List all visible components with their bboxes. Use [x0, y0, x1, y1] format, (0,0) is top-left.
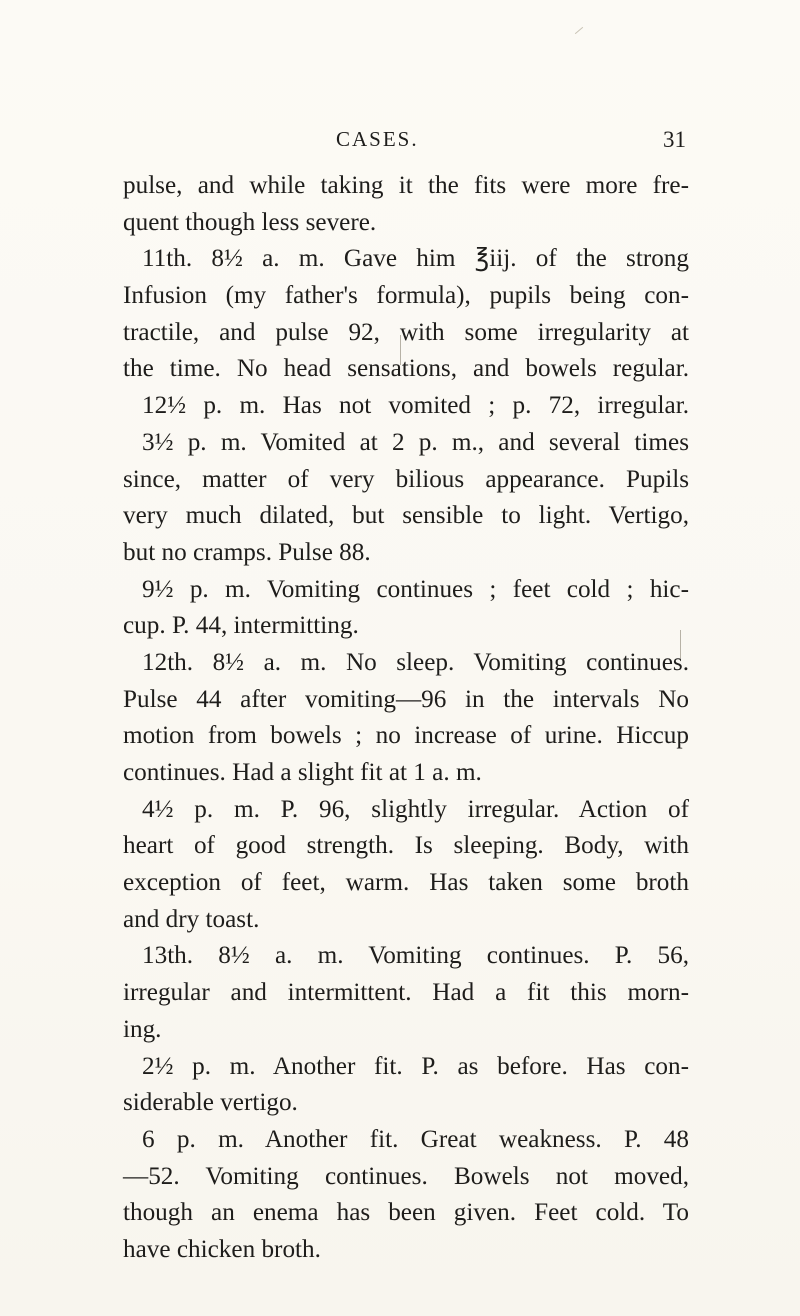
text-line: and dry toast.: [123, 905, 260, 933]
text-line: the time. No head sensations, and bowels regular.: [123, 355, 689, 383]
text-line: 4½ p. m. P. 96, slightly irregular. Action of: [142, 795, 689, 823]
text-line: pulse, and while taking it the fits were more fre-: [123, 172, 689, 199]
text-line: since, matter of very bilious appearance. Pupils: [123, 465, 689, 493]
text-line: though an enema has been given. Feet cold. To: [123, 1199, 689, 1227]
page-number: 31: [663, 127, 686, 152]
text-line: continues. Had a slight fit at 1 a. m.: [123, 759, 482, 786]
text-line: Pulse 44 after vomiting—96 in the intervals No: [123, 685, 689, 713]
text-line: 2½ p. m. Another fit. P. as before. Has con-: [142, 1052, 689, 1080]
text-line: Infusion (my father's formula), pupils being con-: [123, 282, 689, 310]
text-line: —52. Vomiting continues. Bowels not moved,: [123, 1162, 689, 1190]
text-line: irregular and intermittent. Had a fit this morn-: [123, 979, 689, 1007]
text-line: very much dilated, but sensible to light. Vertigo,: [123, 502, 689, 530]
text-line: tractile, and pulse 92, with some irregularity at: [123, 318, 689, 346]
text-line: quent though less severe.: [123, 208, 377, 236]
text-line: 3½ p. m. Vomited at 2 p. m., and several times: [142, 428, 689, 456]
text-line: 6 p. m. Another fit. Great weakness. P. 48: [142, 1125, 689, 1153]
text-line: 12½ p. m. Has not vomited ; p. 72, irregular.: [142, 392, 689, 420]
text-line: ing.: [123, 1015, 162, 1043]
text-line: but no cramps. Pulse 88.: [123, 538, 371, 566]
text-line: have chicken broth.: [123, 1235, 321, 1263]
body-text: [123, 168, 689, 1269]
text-line: motion from bowels ; no increase of urine. Hiccup: [123, 722, 689, 750]
text-line: 13th. 8½ a. m. Vomiting continues. P. 56,: [142, 942, 689, 970]
running-head: [120, 127, 686, 157]
text-line: exception of feet, warm. Has taken some broth: [123, 869, 689, 897]
text-line: siderable vertigo.: [123, 1089, 298, 1117]
text-line: cup. P. 44, intermitting.: [123, 612, 359, 640]
text-line: 9½ p. m. Vomiting continues ; feet cold ; hic-: [142, 575, 689, 603]
paper-mark: [575, 27, 583, 34]
text-line: 12th. 8½ a. m. No sleep. Vomiting continues.: [142, 648, 689, 676]
running-title: CASES.: [336, 127, 419, 151]
text-line: 11th. 8½ a. m. Gave him ℥iij. of the strong: [142, 245, 689, 273]
text-line: heart of good strength. Is sleeping. Body, with: [123, 832, 689, 860]
